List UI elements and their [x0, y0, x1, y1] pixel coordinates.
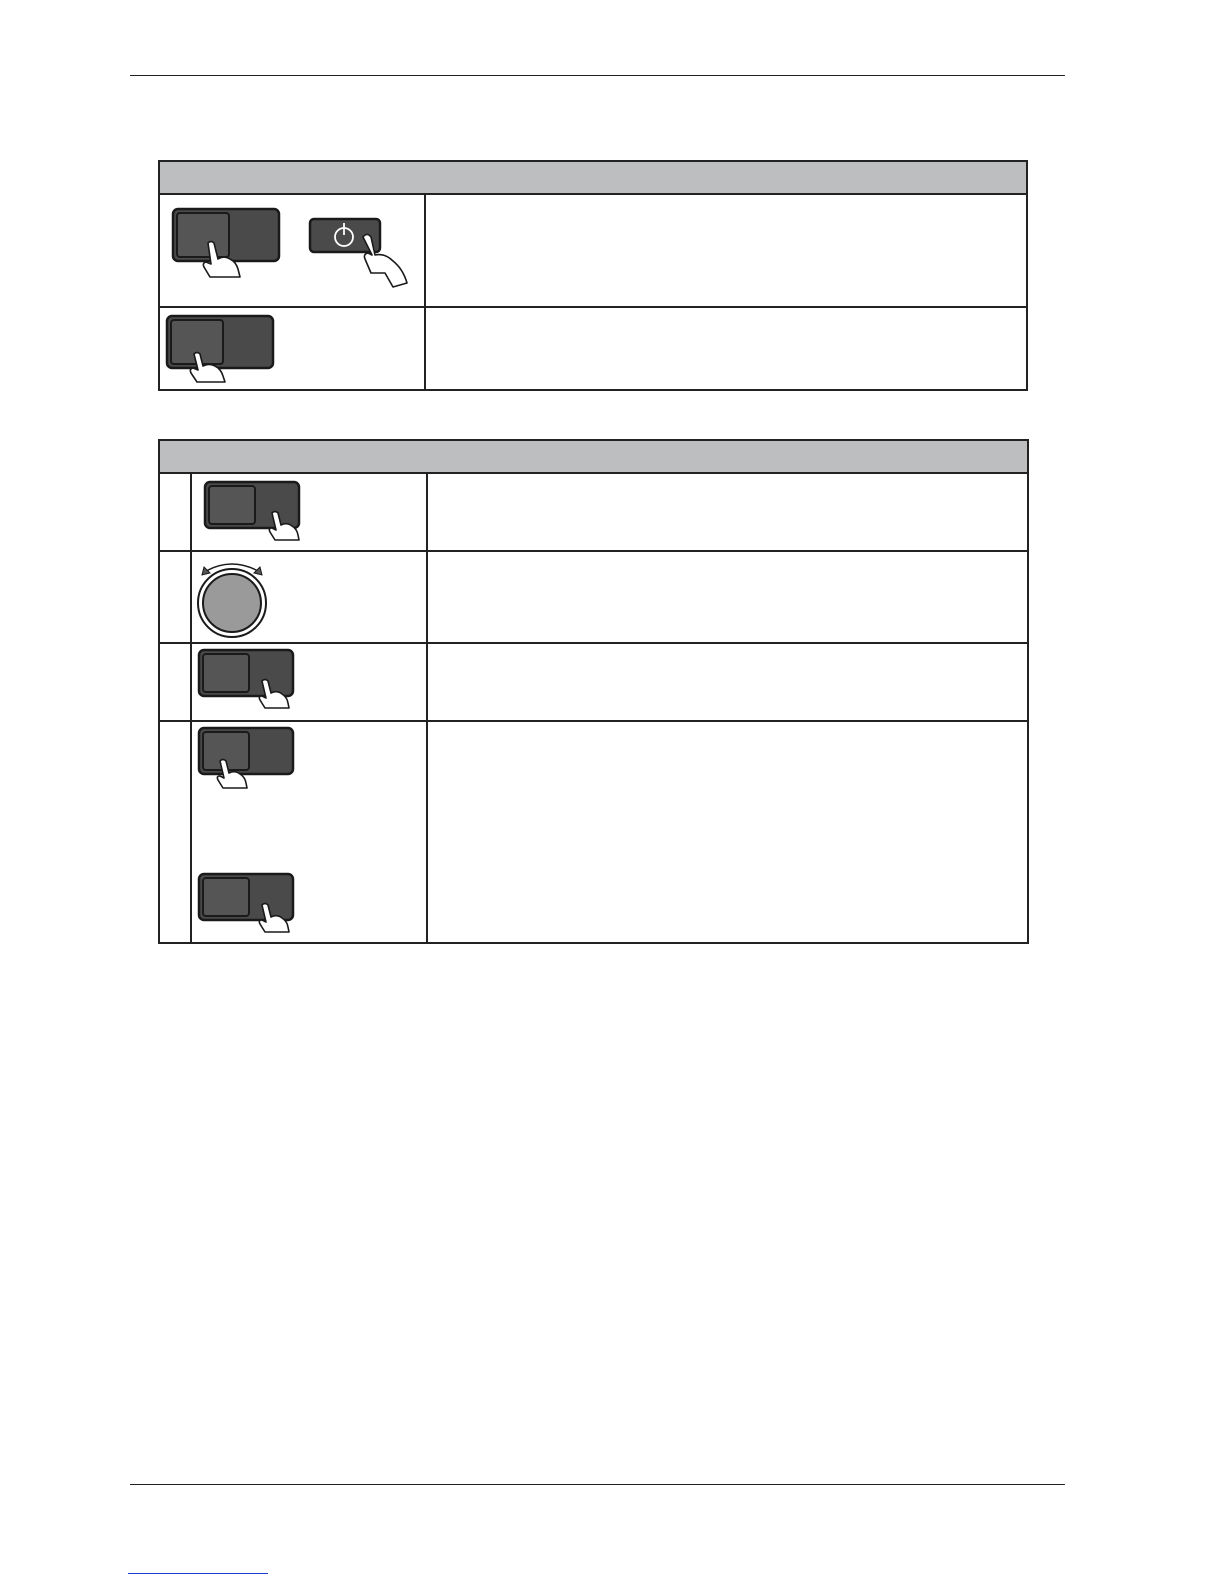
table-2-number-column-divider [190, 474, 192, 944]
table-1-header [160, 162, 1026, 195]
two-key-button-icon [166, 314, 276, 384]
table-2-column-divider [426, 474, 428, 944]
bottom-rule [130, 1484, 1065, 1485]
footer-link-underline[interactable] [128, 1573, 268, 1574]
power-button-icon [308, 217, 428, 297]
controls-table-2 [158, 439, 1029, 944]
table-1-row-divider [160, 306, 1026, 308]
table-2-header [160, 441, 1027, 474]
table-2-row-divider [160, 642, 1027, 644]
controls-table-1 [158, 160, 1028, 391]
top-rule [130, 75, 1065, 76]
two-key-button-right-icon [198, 649, 308, 719]
two-key-button-right-icon [204, 481, 314, 551]
table-2-row-divider [160, 720, 1027, 722]
two-key-button-left-icon [198, 727, 308, 797]
rotary-knob-icon [196, 559, 276, 639]
two-key-button-icon [172, 207, 282, 277]
two-key-button-right-icon [198, 873, 308, 943]
